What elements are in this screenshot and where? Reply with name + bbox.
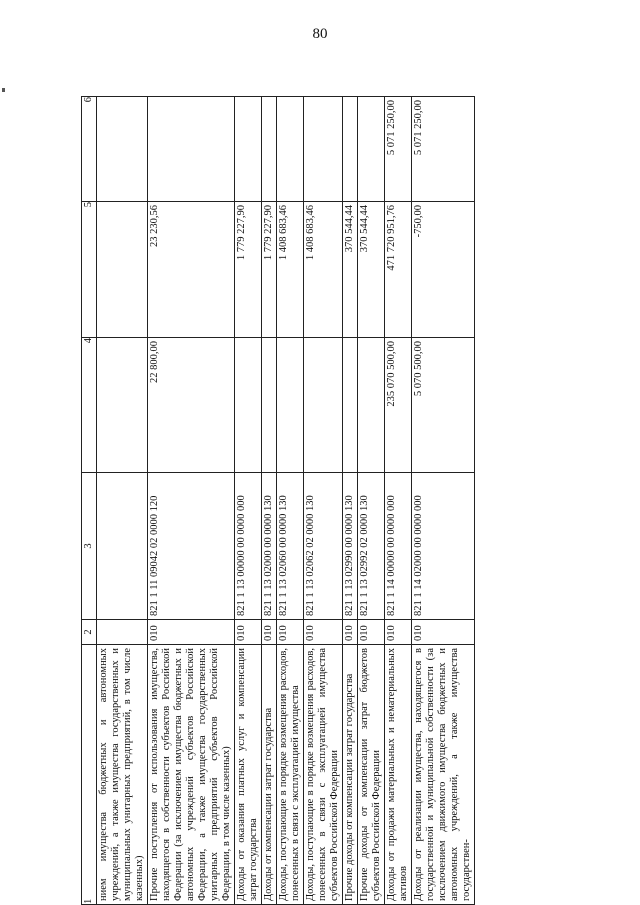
scan-mark: [2, 88, 5, 92]
header-col-3: 3: [82, 473, 97, 620]
row-executed-cell: 1 779 227,90: [262, 202, 277, 338]
table-body: [97, 97, 475, 905]
row-unexecuted-cell: [343, 97, 358, 202]
header-col-6: 6: [82, 97, 97, 202]
row-unexecuted-cell: 5 071 250,00: [412, 97, 475, 202]
row-plan-cell: [97, 338, 148, 473]
row-unexecuted-cell: [277, 97, 304, 202]
row-unexecuted-cell: [235, 97, 262, 202]
row-plan-cell: [343, 338, 358, 473]
row-unexecuted-cell: [358, 97, 385, 202]
table-row: [343, 97, 358, 905]
row-budget-code-cell: 821 1 13 02000 00 0000 130: [262, 473, 277, 620]
row-executed-cell: 1 779 227,90: [235, 202, 262, 338]
row-budget-code-cell: 821 1 13 02990 00 0000 130: [343, 473, 358, 620]
row-name-cell: Прочие доходы от компенсации затрат бюджетов субъектов Российской Федерации: [358, 645, 385, 905]
row-plan-cell: [358, 338, 385, 473]
row-executed-cell: 370 544,44: [343, 202, 358, 338]
row-budget-code-cell: 821 1 11 09042 02 0000 120: [148, 473, 235, 620]
row-budget-code-cell: 821 1 13 02992 02 0000 130: [358, 473, 385, 620]
header-col-1: 1: [82, 645, 97, 905]
row-line-code-cell: [97, 620, 148, 645]
row-line-code-cell: 010: [304, 620, 343, 645]
header-col-4: 4: [82, 338, 97, 473]
row-plan-cell: 22 800,00: [148, 338, 235, 473]
table-row: [277, 97, 304, 905]
row-line-code-cell: 010: [385, 620, 412, 645]
row-plan-cell: [277, 338, 304, 473]
row-budget-code-cell: 821 1 13 02060 00 0000 130: [277, 473, 304, 620]
header-col-2: 2: [82, 620, 97, 645]
row-line-code-cell: 010: [358, 620, 385, 645]
header-col-5: 5: [82, 202, 97, 338]
row-name-cell: нием имущества бюджетных и автономных учреждений, а также имущества государственных и муниципальных унитарных предприятий, в том числе казенных): [97, 645, 148, 905]
row-unexecuted-cell: [262, 97, 277, 202]
row-budget-code-cell: 821 1 14 00000 00 0000 000: [385, 473, 412, 620]
row-budget-code-cell: 821 1 13 00000 00 0000 000: [235, 473, 262, 620]
row-executed-cell: [97, 202, 148, 338]
row-executed-cell: 370 544,44: [358, 202, 385, 338]
table-row: [304, 97, 343, 905]
row-line-code-cell: 010: [148, 620, 235, 645]
row-line-code-cell: 010: [235, 620, 262, 645]
row-unexecuted-cell: [304, 97, 343, 202]
row-name-cell: Доходы от реализации имущества, находящегося в государственной и муниципальной собственности (за исключением движимого имущества бюджетных и автономных учреждений, а также имущества государствен-: [412, 645, 475, 905]
table-row: [412, 97, 475, 905]
row-plan-cell: [262, 338, 277, 473]
row-unexecuted-cell: [97, 97, 148, 202]
row-plan-cell: [304, 338, 343, 473]
row-name-cell: Прочие доходы от компенсации затрат государства: [343, 645, 358, 905]
row-budget-code-cell: 821 1 13 02062 02 0000 130: [304, 473, 343, 620]
row-unexecuted-cell: 5 071 250,00: [385, 97, 412, 202]
row-line-code-cell: 010: [412, 620, 475, 645]
row-executed-cell: 23 230,56: [148, 202, 235, 338]
table-row: [358, 97, 385, 905]
row-line-code-cell: 010: [343, 620, 358, 645]
row-line-code-cell: 010: [262, 620, 277, 645]
row-executed-cell: -750,00: [412, 202, 475, 338]
row-budget-code-cell: [97, 473, 148, 620]
table-header-row: [82, 97, 97, 905]
table-row: [97, 97, 148, 905]
table-row: [262, 97, 277, 905]
table-row: [385, 97, 412, 905]
row-executed-cell: 471 720 951,76: [385, 202, 412, 338]
row-budget-code-cell: 821 1 14 02000 00 0000 000: [412, 473, 475, 620]
row-line-code-cell: 010: [277, 620, 304, 645]
row-name-cell: Доходы, поступающие в порядке возмещения расходов, понесенных в связи с эксплуатацией имущества субъектов Российской Федерации: [304, 645, 343, 905]
row-name-cell: Доходы от оказания платных услуг и компенсации затрат государства: [235, 645, 262, 905]
table-row: [148, 97, 235, 905]
row-name-cell: Доходы, поступающие в порядке возмещения расходов, понесенных в связи с эксплуатацией имущества: [277, 645, 304, 905]
row-name-cell: Доходы от компенсации затрат государства: [262, 645, 277, 905]
page-number: 80: [312, 26, 328, 42]
row-plan-cell: 5 070 500,00: [412, 338, 475, 473]
row-executed-cell: 1 408 683,46: [277, 202, 304, 338]
revenue-table: [81, 96, 475, 905]
row-name-cell: Доходы от продажи материальных и нематериальных активов: [385, 645, 412, 905]
rotated-table-container: [81, 97, 527, 905]
row-unexecuted-cell: [148, 97, 235, 202]
row-name-cell: Прочие поступления от использования имущества, находящегося в собственности субъектов Российской Федерации (за исключением имущества бюджетных и автономных учреждений субъектов Российской Федерации, а также имущества государственных унитарных предприятий субъектов Российской Федерации, в том числе казенных): [148, 645, 235, 905]
row-executed-cell: 1 408 683,46: [304, 202, 343, 338]
row-plan-cell: [235, 338, 262, 473]
table-row: [235, 97, 262, 905]
row-plan-cell: 235 070 500,00: [385, 338, 412, 473]
